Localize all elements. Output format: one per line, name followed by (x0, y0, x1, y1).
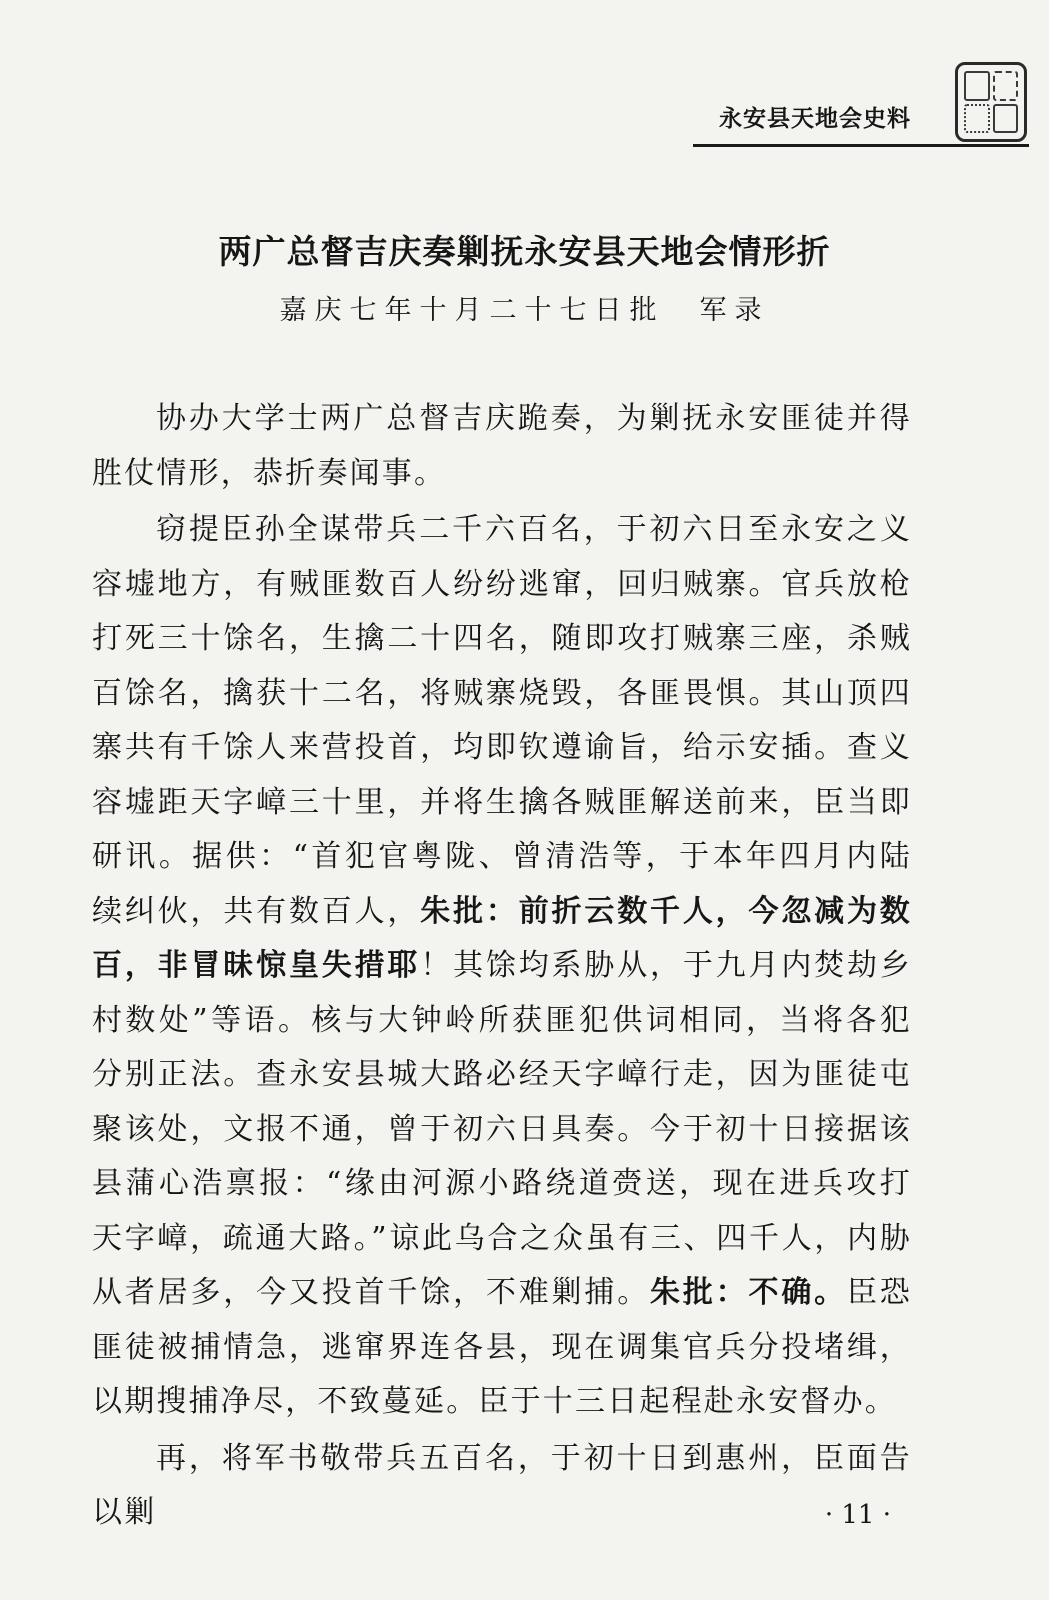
body-text (92, 392, 912, 1543)
paragraph (92, 503, 912, 1430)
document-subtitle: 嘉庆七年十月二十七日批 军录 (279, 295, 770, 326)
header-rule (693, 144, 1029, 147)
paragraph (92, 1432, 912, 1541)
seal-stamp-icon (955, 62, 1027, 142)
document-title: 两广总督吉庆奏剿抚永安县天地会情形折 (218, 232, 831, 271)
imperial-annotation: 朱批：前折云数千人，今忽减为数百，非冒昧惊皇失措耶 (92, 893, 912, 983)
text-segment: ！其馀均系胁从，于九月内焚劫乡村数处”等语。核与大钟岭所获匪犯供词相同，当将各犯分别正法。查永安县城大路必经天字嶂行走，因为匪徒屯聚该处，文报不通，曾于初六日具奏。今于初十日接据该县蒲心浩禀报：“缘由河源小路绕道赍送，现在进兵攻打天字嶂，疏通大路。”谅此乌合之众虽有三、四千人，内胁从者居多，今又投首千馀，不难剿捕。 (92, 948, 912, 1310)
paragraph (92, 392, 912, 501)
text-segment: 臣恐匪徒被捕情急，逃窜界连各县，现在调集官兵分投堵缉，以期搜捕净尽，不致蔓延。臣于十三日起程赴永安督办。 (92, 1275, 912, 1419)
text-segment: 协办大学士两广总督吉庆跪奏，为剿抚永安匪徒并得胜仗情形，恭折奏闻事。 (92, 401, 912, 491)
text-segment: 再，将军书敬带兵五百名，于初十日到惠州，臣面告以剿 (92, 1440, 912, 1530)
running-header: 永安县天地会史料 (719, 106, 911, 132)
page-number: · 11 · (824, 1500, 891, 1530)
imperial-annotation: 朱批：不确。 (650, 1275, 847, 1310)
text-segment: 窃提臣孙全谋带兵二千六百名，于初六日至永安之义容墟地方，有贼匪数百人纷纷逃窜，回归贼寨。官兵放枪打死三十馀名，生擒二十四名，随即攻打贼寨三座，杀贼百馀名，擒获十二名，将贼寨烧毁，各匪畏惧。其山顶四寨共有千馀人来营投首，均即钦遵谕旨，给示安插。查义容墟距天字嶂三十里，并将生擒各贼匪解送前来，臣当即研讯。据供：“首犯官粤陇、曾清浩等，于本年四月内陆续纠伙，共有数百人， (92, 512, 912, 929)
